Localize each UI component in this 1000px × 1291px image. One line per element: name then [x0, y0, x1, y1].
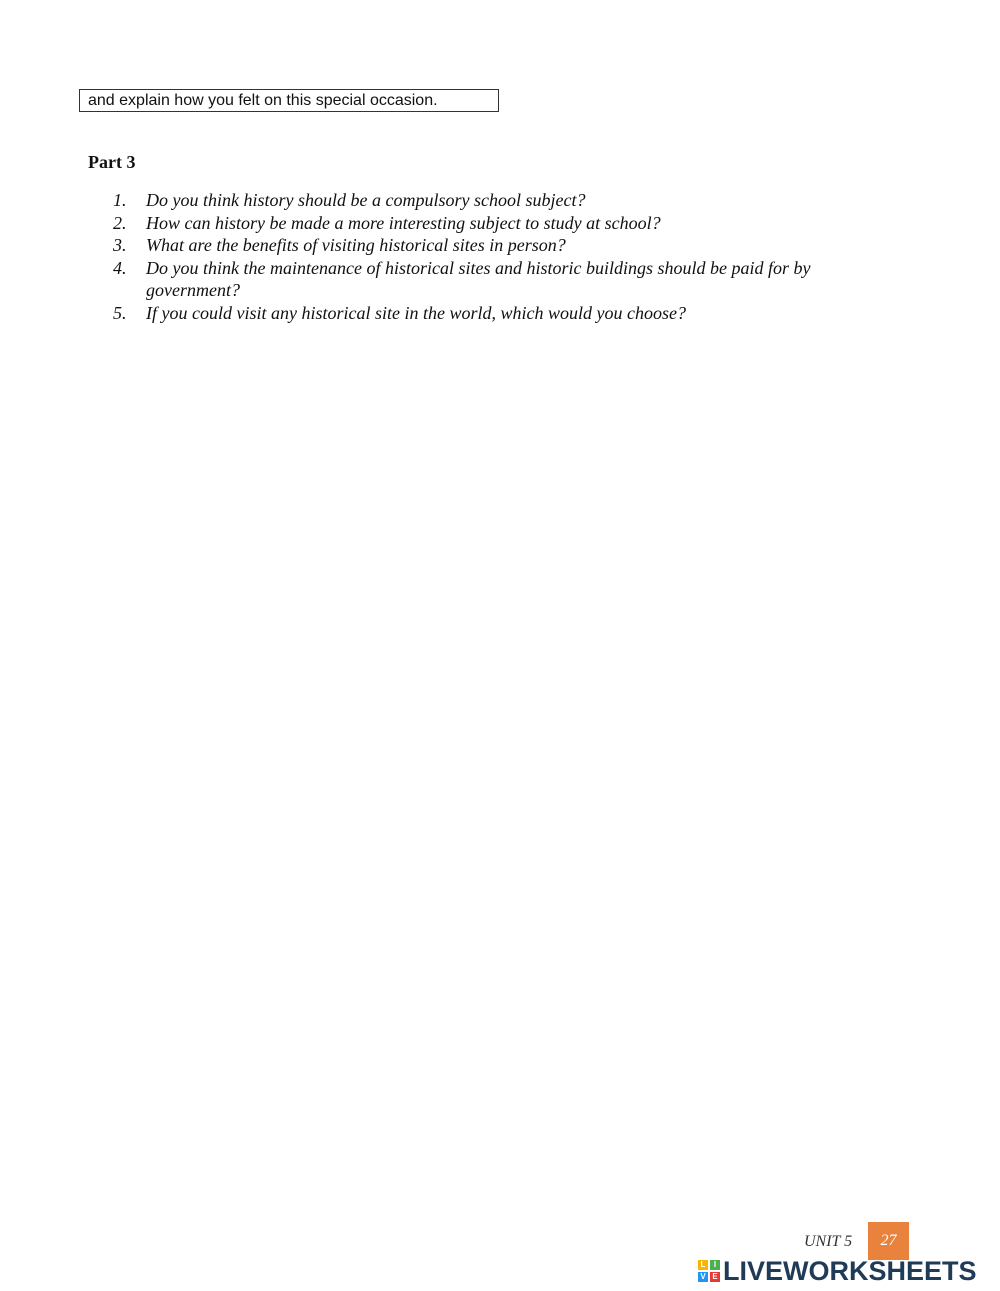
- question-text: How can history be made a more interesting subject to study at school?: [146, 212, 661, 233]
- logo-tile: E: [710, 1272, 720, 1282]
- question-text: Do you think history should be a compulsory school subject?: [146, 190, 586, 210]
- question-item: [113, 212, 883, 235]
- brand-wordmark: LIVEWORKSHEETS: [723, 1256, 977, 1286]
- part-3-question-list: [113, 189, 883, 324]
- question-number: 3.: [113, 235, 127, 255]
- page-number-badge: 27: [868, 1222, 909, 1260]
- speaking-prompt-box: [79, 89, 499, 112]
- logo-tile: L: [698, 1260, 708, 1270]
- liveworksheets-brand[interactable]: [698, 1256, 977, 1286]
- question-item: [113, 234, 883, 257]
- prompt-text: and explain how you felt on this special occasion.: [88, 92, 438, 109]
- logo-tile: V: [698, 1272, 708, 1282]
- liveworksheets-logo-icon: [698, 1260, 720, 1282]
- question-item: [113, 257, 883, 302]
- question-item: [113, 189, 883, 212]
- question-item: [113, 302, 883, 325]
- question-number: 2.: [113, 212, 127, 233]
- question-number: 1.: [113, 190, 127, 210]
- part-3-heading: Part 3: [88, 152, 136, 172]
- footer-unit-label: UNIT 5: [804, 1233, 853, 1250]
- question-text: What are the benefits of visiting historical sites in person?: [146, 235, 566, 255]
- question-number: 5.: [113, 302, 127, 323]
- question-text: If you could visit any historical site in the world, which would you choose?: [146, 302, 686, 323]
- logo-tile: I: [710, 1260, 720, 1270]
- question-number: 4.: [113, 257, 127, 278]
- question-text: Do you think the maintenance of historical sites and historic buildings should be paid for by government?: [146, 257, 811, 300]
